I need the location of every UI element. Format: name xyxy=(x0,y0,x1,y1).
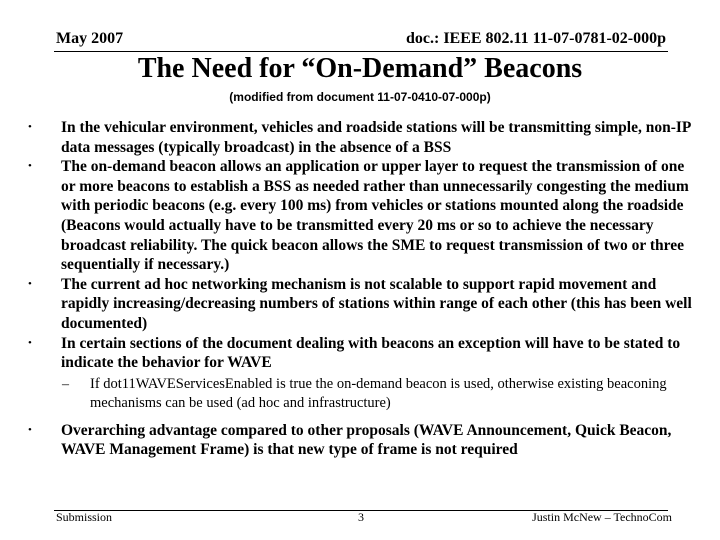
bullet-marker: • xyxy=(28,423,32,436)
bullet-item xyxy=(28,118,692,157)
header-doc-id: doc.: IEEE 802.11 11-07-0781-02-000p xyxy=(405,30,666,47)
bullet-text: The on-demand beacon allows an application or upper layer to request the transmission of one or more beacons to establish a BSS as needed rather than unnecessarily congesting the medium with periodic beacons (e.g. every 100 ms) from vehicles or stations mounted along the roadside (Beacons would actually have to be transmitted every 20 ms or so to achieve the necessary broadcast reliability. The quick beacon allows the SME to request transmission of two or three sequentially if necessary.) xyxy=(61,158,689,274)
bullet-text: Overarching advantage compared to other proposals (WAVE Announcement, Quick Beacon, WAVE Management Frame) is that new type of frame is not required xyxy=(61,421,672,459)
bullet-marker: • xyxy=(28,277,32,290)
bullet-text: In certain sections of the document dealing with beacons an exception will have to be stated to indicate the behavior for WAVE xyxy=(61,334,681,372)
bullet-item xyxy=(28,157,692,275)
footer-page-number: 3 xyxy=(358,510,364,524)
sub-bullet-text: If dot11WAVEServicesEnabled is true the on-demand beacon is used, otherwise existing beaconing mechanisms can be used (ad hoc and infrastructure) xyxy=(90,375,667,411)
slide-title: The Need for “On-Demand” Beacons xyxy=(137,53,583,84)
dash-marker: – xyxy=(62,376,69,392)
bullet-marker: • xyxy=(28,160,32,173)
slide-subtitle: (modified from document 11-07-0410-07-000p) xyxy=(229,90,491,104)
bullet-item xyxy=(28,421,692,460)
bullet-text: In the vehicular environment, vehicles and roadside stations will be transmitting simple, non-IP data messages (typically broadcast) in the absence of a BSS xyxy=(61,119,691,156)
footer-author: Justin McNew – TechnoCom xyxy=(532,510,672,524)
sub-bullet-item xyxy=(28,375,692,413)
bullet-item xyxy=(28,275,692,334)
footer-submission: Submission xyxy=(56,510,113,524)
bullet-marker: • xyxy=(28,336,32,349)
bullet-marker: • xyxy=(28,121,32,133)
header-divider xyxy=(54,51,668,52)
header-date: May 2007 xyxy=(56,30,124,47)
bullet-item xyxy=(28,334,692,373)
slide-body xyxy=(28,118,692,460)
bullet-text: The current ad hoc networking mechanism is not scalable to support rapid movement and rapidly increasing/decreasing numbers of stations within range of each other (this has been well documented) xyxy=(61,275,692,332)
